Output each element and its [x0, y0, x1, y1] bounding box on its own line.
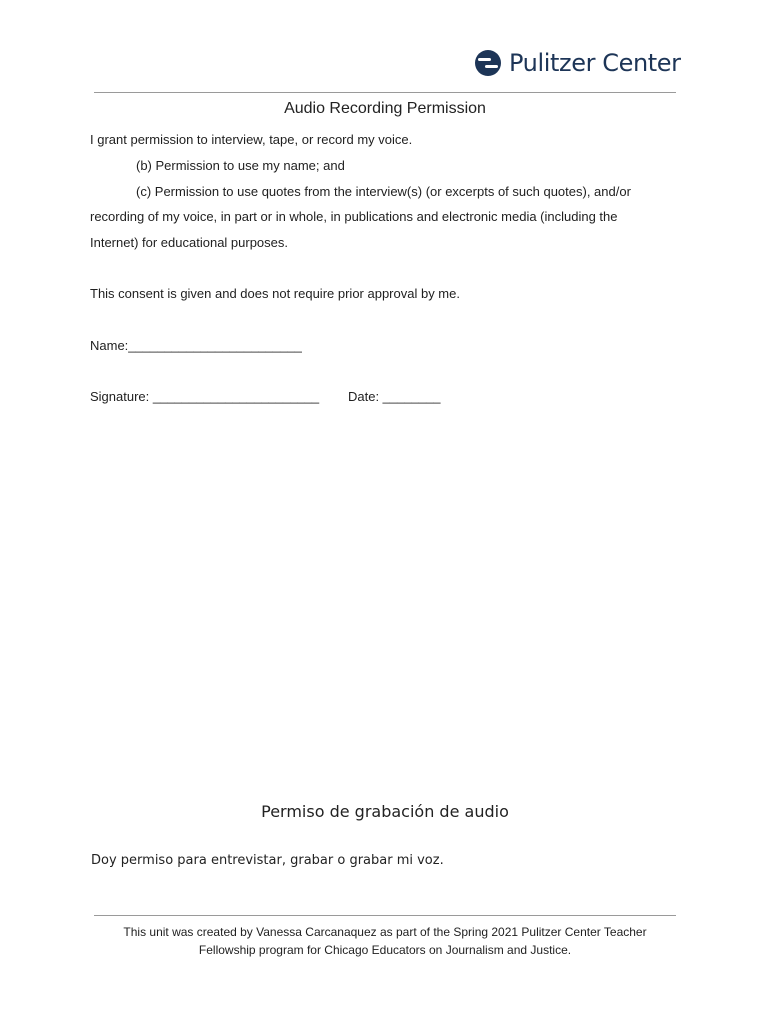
spanish-permission-statement: Doy permiso para entrevistar, grabar o grabar mi voz. [91, 853, 444, 868]
consent-statement: This consent is given and does not require prior approval by me. [90, 286, 460, 301]
english-title: Audio Recording Permission [284, 100, 486, 117]
footer-line-2: Fellowship program for Chicago Educators on Journalism and Justice. [198, 943, 572, 957]
name-field[interactable]: Name:________________________ [90, 338, 302, 353]
logo-wordmark: Pulitzer Center [509, 49, 681, 77]
permission-item-c-end: Internet) for educational purposes. [90, 235, 289, 250]
permission-item-c-continued: recording of my voice, in part or in whole, in publications and electronic media (including the [90, 209, 618, 224]
pulitzer-center-logo [474, 47, 681, 79]
permission-item-c: (c) Permission to use quotes from the interview(s) (or excerpts of such quotes), and/or [136, 184, 631, 199]
footer-divider [94, 915, 676, 916]
footer-line-1: This unit was created by Vanessa Carcanaquez as part of the Spring 2021 Pulitzer Center Teacher [123, 925, 647, 939]
permission-item-b: (b) Permission to use my name; and [136, 158, 345, 173]
signature-field[interactable]: Signature: _______________________ [90, 389, 320, 404]
date-field[interactable]: Date: ________ [348, 389, 441, 404]
spanish-title: Permiso de grabación de audio [261, 802, 509, 821]
footer-credit [94, 923, 676, 959]
pulitzer-center-logo-icon [474, 49, 502, 77]
header-divider [94, 92, 676, 93]
permission-statement: I grant permission to interview, tape, or record my voice. [90, 132, 413, 147]
